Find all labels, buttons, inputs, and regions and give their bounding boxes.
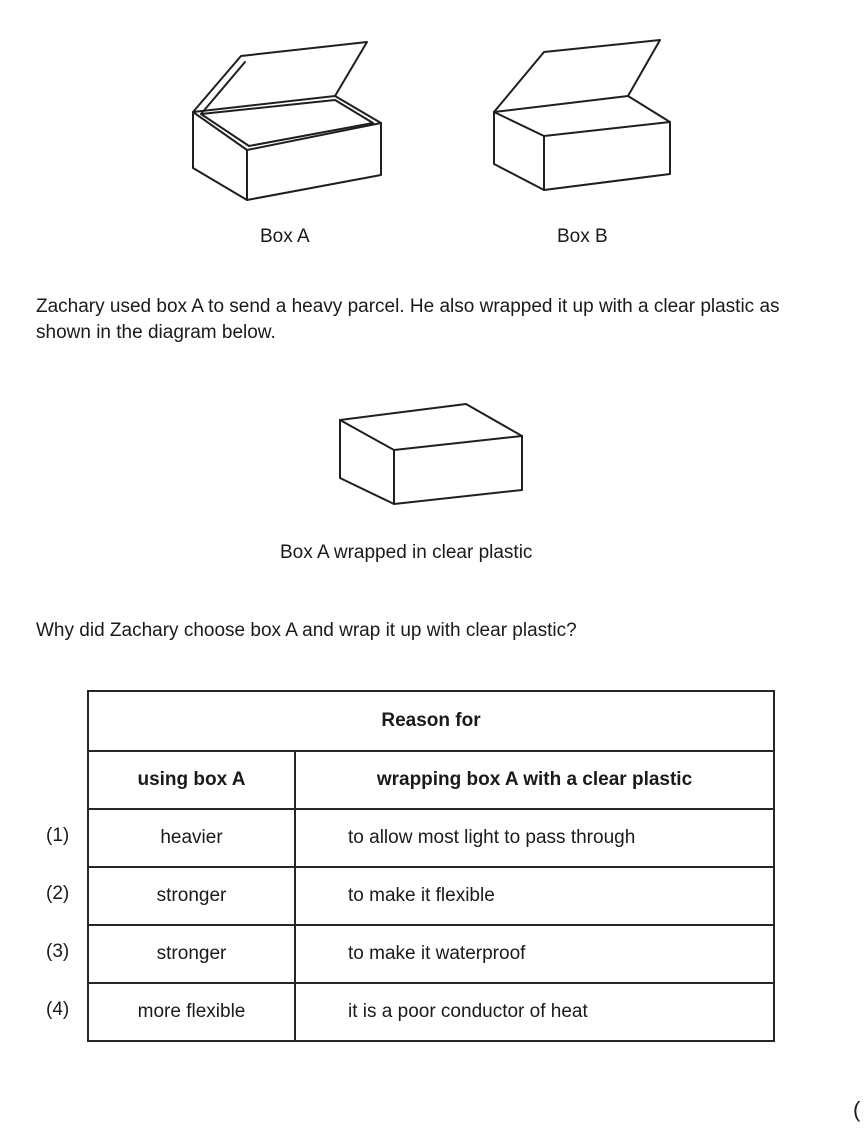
option-1-reason-plastic: to allow most light to pass through <box>295 809 774 867</box>
option-1-reason-box: heavier <box>88 809 295 867</box>
option-3-reason-plastic: to make it waterproof <box>295 925 774 983</box>
box-b-diagram <box>488 38 678 198</box>
option-row-2[interactable] <box>88 867 774 925</box>
box-a-diagram <box>185 40 395 210</box>
option-2-number[interactable]: (2) <box>46 883 70 904</box>
question-prompt: Why did Zachary choose box A and wrap it up with clear plastic? <box>36 620 577 641</box>
column-header-plastic: wrapping box A with a clear plastic <box>295 751 774 809</box>
option-4-reason-plastic: it is a poor conductor of heat <box>295 983 774 1041</box>
option-row-4[interactable] <box>88 983 774 1041</box>
answer-bracket: ( <box>853 1097 861 1122</box>
table-header: Reason for <box>88 691 774 751</box>
option-2-reason-plastic: to make it flexible <box>295 867 774 925</box>
option-4-reason-box: more flexible <box>88 983 295 1041</box>
option-2-reason-box: stronger <box>88 867 295 925</box>
option-1-number[interactable]: (1) <box>46 825 70 846</box>
option-3-number[interactable]: (3) <box>46 941 70 962</box>
wrapped-box-diagram <box>336 400 526 510</box>
option-row-1[interactable] <box>88 809 774 867</box>
option-4-number[interactable]: (4) <box>46 999 70 1020</box>
box-b-label: Box B <box>557 226 608 247</box>
box-a-label: Box A <box>260 226 310 247</box>
option-row-3[interactable] <box>88 925 774 983</box>
option-3-reason-box: stronger <box>88 925 295 983</box>
wrapped-box-label: Box A wrapped in clear plastic <box>280 542 533 563</box>
answer-table <box>87 690 775 1042</box>
column-header-box-a: using box A <box>88 751 295 809</box>
question-context: Zachary used box A to send a heavy parcel. He also wrapped it up with a clear plastic as shown in the diagram below. <box>36 296 780 343</box>
